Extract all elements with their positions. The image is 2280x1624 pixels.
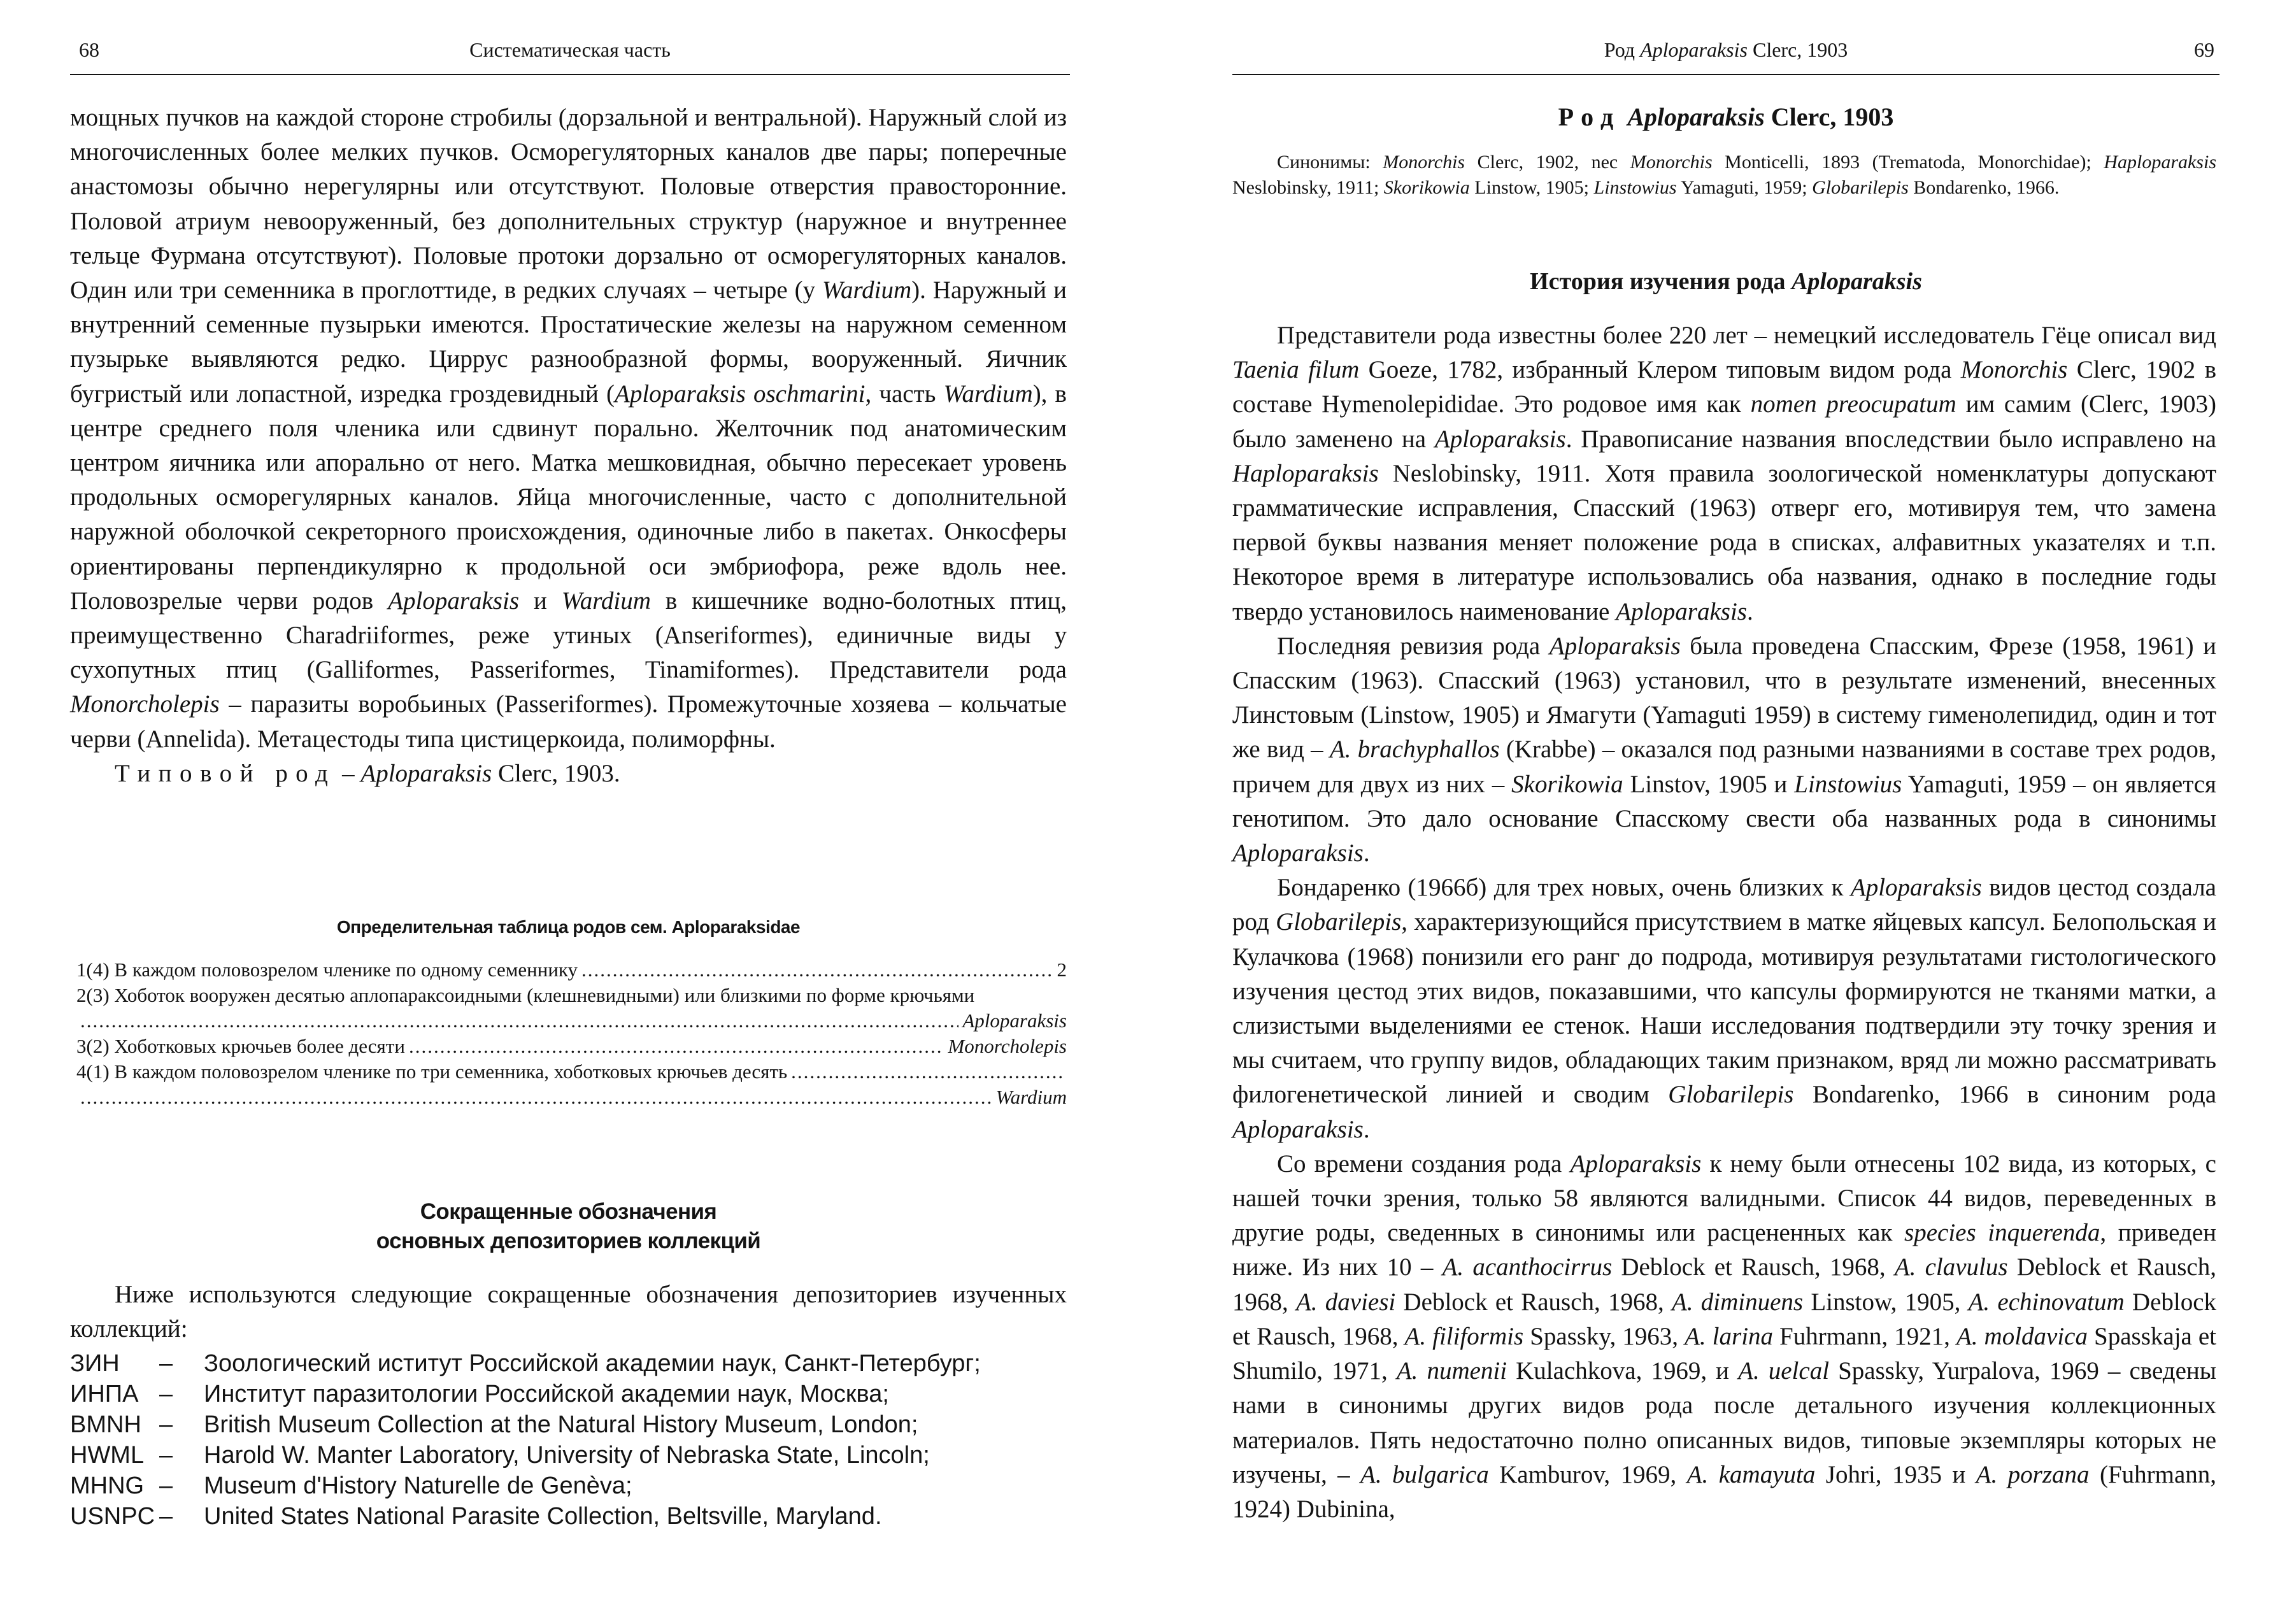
genus-word: Род <box>1558 103 1621 131</box>
depository-row <box>70 1501 1070 1532</box>
right-header-rule <box>1232 74 2219 75</box>
depository-name: Harold W. Manter Laboratory, University of Nebraska State, Lincoln; <box>204 1442 930 1469</box>
depository-name: Museum d'History Naturelle de Genèva; <box>204 1472 632 1499</box>
key-result: Aploparaksis <box>962 1009 1067 1032</box>
history-paragraph: Бондаренко (1966б) для трех новых, очень близких к Aploparaksis видов цестод создала род Globarilepis, характеризующийся присутствием в матке яйцевых капсул. Белопольская и Кулачкова (1968) понизили его ранг до подрода, мотивируя результатами гистологического изучения цестод этих видов, показавшими, что капсулы формируются не тканями матки, а слизистыми выделениями ее стенок. Наши исследования подтвердили эту точку зрения и мы считаем, что группу видов, обладающих таким признаком, вряд ли можно рассматривать филогенетической линией и сводим Globarilepis Bondarenko, 1966 в синоним рода Aploparaksis. <box>1232 874 2217 1143</box>
key-leader <box>80 1085 992 1110</box>
type-genus-value: – Aploparaksis Clerc, 1903. <box>336 759 620 787</box>
type-genus-line <box>70 757 1067 791</box>
history-paragraph: Последняя ревизия рода Aploparaksis была проведена Спасским, Фрезе (1958, 1961) и Спасским (1963). Спасский (1963) установил, что в результате изменений, внесенных Линстовым (Linstow, 1905) и Ямагути (Yamaguti 1959) в систему гименолепидид, один и тот же вид – A. brachyphallos (Krabbe) – оказался под разными названиями в составе трех родов, причем для двух из них – Skorikowia Linstov, 1905 и Linstowius Yamaguti, 1959 – он является генотипом. Это дало основание Спасскому свести оба названных рода в синонимы Aploparaksis. <box>1232 632 2217 867</box>
key-result: Wardium <box>995 1086 1067 1108</box>
abbreviations-intro <box>70 1278 1067 1346</box>
depository-abbr: HWML <box>70 1442 145 1469</box>
key-row <box>76 1034 1067 1059</box>
abbreviations-title-line1: Сокращенные обозначения <box>420 1199 717 1224</box>
type-genus-label: Типовой род <box>115 759 336 787</box>
abbreviations-intro-text: Ниже используются следующие сокращенные обозначения депозиториев изученных коллекций: <box>70 1281 1067 1343</box>
key-row-continued <box>76 1085 1067 1110</box>
key-num: 3(2) <box>76 1035 110 1057</box>
key-text: В каждом половозрелом членике по три семенника, хоботковых крючьев десять <box>114 1060 788 1083</box>
key-leader <box>409 1034 944 1059</box>
depository-dash: – <box>159 1381 173 1407</box>
key-row <box>76 983 1067 1008</box>
depository-name: Зоологический иститут Российской академии наук, Санкт-Петербург; <box>204 1350 981 1377</box>
depository-abbr: ИНПА <box>70 1381 139 1407</box>
genus-name: Aploparaksis Clerc, 1903 <box>1627 103 1894 131</box>
depository-abbr: MHNG <box>70 1472 145 1499</box>
depository-row <box>70 1409 1070 1440</box>
right-page-number: 69 <box>2194 38 2214 61</box>
right-running-title: Род Aploparaksis Clerc, 1903 <box>1604 38 1848 61</box>
depository-dash: – <box>159 1472 173 1499</box>
depository-dash: – <box>159 1350 173 1377</box>
left-page-number: 68 <box>79 38 99 61</box>
history-heading: История изучения рода Aploparaksis <box>1530 268 1922 295</box>
depository-abbr: ЗИН <box>70 1350 120 1377</box>
right-page <box>1232 0 2219 1624</box>
key-text: Хоботок вооружен десятью аплопараксоидными (клешневидными) или близкими по форме крючьями <box>114 984 975 1006</box>
left-header-rule <box>70 74 1070 75</box>
key-num: 4(1) <box>76 1060 110 1083</box>
identification-key <box>76 957 1067 1110</box>
depository-name: Институт паразитологии Российской академии наук, Москва; <box>204 1381 889 1407</box>
history-paragraph: Представители рода известны более 220 лет – немецкий исследователь Гёце описал вид Taenia filum Goeze, 1782, избранный Клером типовым видом рода Monorchis Clerc, 1902 в составе Hymenolepididae. Это родовое имя как nomen preocupatum им самим (Clerc, 1903) было заменено на Aploparaksis. Правописание названия впоследствии было исправлено на Haploparaksis Neslobinsky, 1911. Хотя правила зоологической номенклатуры допускают грамматические исправления, Спасский (1963) отверг его, мотивируя тем, что замена первой буквы названия меняет положение рода в списках, алфавитных указателях и т.п. Некоторое время в литературе использовались оба названия, однако в последние годы твердо установилось наименование Aploparaksis. <box>1232 322 2217 625</box>
key-title: Определительная таблица родов сем. Aploparaksidae <box>336 917 801 937</box>
depository-abbr: BMNH <box>70 1411 141 1438</box>
depository-row <box>70 1471 1070 1501</box>
abbreviations-title-line2: основных депозиториев коллекций <box>376 1229 761 1253</box>
key-row <box>76 957 1067 983</box>
left-running-head <box>70 37 1070 78</box>
key-num: 1(4) <box>76 958 110 981</box>
key-row-continued <box>76 1008 1067 1034</box>
key-num: 2(3) <box>76 984 110 1006</box>
depository-row <box>70 1379 1070 1409</box>
depository-row <box>70 1440 1070 1471</box>
depository-dash: – <box>159 1442 173 1469</box>
key-row <box>76 1059 1067 1085</box>
key-text: Хоботковых крючьев более десяти <box>114 1035 405 1057</box>
key-result: Monorcholepis <box>948 1035 1067 1057</box>
left-page <box>70 0 1070 1624</box>
description-paragraph: мощных пучков на каждой стороне стробилы (дорзальной и вентральной). Наружный слой из многочисленных более мелких пучков. Осморегуляторных каналов две пары; поперечные анастомозы обычно нерегулярны или отсутствуют. Половые отверстия правосторонние. Половой атриум невооруженный, без дополнительных структур (наружное и внутреннее тельце Фурмана отсутствуют). Половые протоки дорзально от осморегуляторных каналов. Один или три семенника в проглоттиде, в редких случаях – четыре (у Wardium). Наружный и внутренний семенные пузырьки имеются. Простатические железы на наружном семенном пузырьке выявляются редко. Циррус разнообразной формы, вооруженный. Яичник бугристый или лопастной, изредка гроздевидный (Aploparaksis oschmarini, часть Wardium), в центре среднего поля членика или сдвинут порально. Желточник под анатомическим центром яичника или апорально от него. Матка мешковидная, обычно пересекает уровень продольных осморегулярных каналов. Яйца многочисленные, часто с дополнительной наружной оболочкой секреторного происхождения, одиночные либо в пакетах. Онкосферы ориентированы перпендикулярно к продольной оси эмбриофора, реже вдоль нее. Половозрелые черви родов Aploparaksis и Wardium в кишечнике водно-болотных птиц, преимущественно Charadriiformes, реже утиных (Anseriformes), единичные виды у сухопутных птиц (Galliformes, Passeriformes, Tinamiformes). Представители рода Monorcholepis – паразиты воробьиных (Passeriformes). Промежуточные хозяева – кольчатые черви (Annelida). Метацестоды типа цистицеркоида, полиморфны. <box>70 104 1067 753</box>
right-body-text <box>1232 318 2216 1527</box>
key-text: В каждом половозрелом членике по одному семеннику <box>114 958 578 981</box>
genus-heading <box>1232 102 2219 132</box>
key-leader <box>80 1008 958 1034</box>
synonyms: Синонимы: Monorchis Clerc, 1902, nec Monorchis Monticelli, 1893 (Trematoda, Monorchidae); Haploparaksis Neslobinsky, 1911; Skorikowia Linstow, 1905; Linstowius Yamaguti, 1959; Globarilepis Bondarenko, 1966. <box>1232 152 2216 198</box>
right-running-head <box>1232 37 2219 78</box>
key-leader <box>791 1059 1063 1085</box>
depository-row <box>70 1348 1070 1379</box>
depository-dash: – <box>159 1503 173 1530</box>
depository-abbr: USNPC <box>70 1503 155 1530</box>
abbreviations-title <box>70 1197 1067 1256</box>
key-result: 2 <box>1057 958 1067 981</box>
depository-dash: – <box>159 1411 173 1438</box>
depository-name: United States National Parasite Collection, Beltsville, Maryland. <box>204 1503 882 1530</box>
depositories-list <box>70 1348 1070 1532</box>
depository-name: British Museum Collection at the Natural History Museum, London; <box>204 1411 918 1438</box>
key-leader <box>581 957 1053 983</box>
left-body-text <box>70 101 1067 791</box>
left-running-title: Систематическая часть <box>469 38 671 61</box>
history-paragraph: Со времени создания рода Aploparaksis к нему были отнесены 102 вида, из которых, с нашей точки зрения, только 58 являются валидными. Список 44 видов, переведенных в другие роды, сведенных в синонимы или расцененных как species inquerenda, приведен ниже. Из них 10 – A. acanthocirrus Deblock et Rausch, 1968, A. clavulus Deblock et Rausch, 1968, A. daviesi Deblock et Rausch, 1968, A. diminuens Linstow, 1905, A. echinovatum Deblock et Rausch, 1968, A. filiformis Spassky, 1963, A. larina Fuhrmann, 1921, A. moldavica Spasskaja et Shumilo, 1971, A. numenii Kulachkova, 1969, и A. uelcal Spassky, Yurpalova, 1969 – сведены нами в синонимы других видов рода после детального изучения коллекционных материалов. Пять недостаточно полно описанных видов, типовые экземпляры которых не изучены, – A. bulgarica Kamburov, 1969, A. kamayuta Johri, 1935 и A. porzana (Fuhrmann, 1924) Dubinina, <box>1232 1150 2217 1523</box>
